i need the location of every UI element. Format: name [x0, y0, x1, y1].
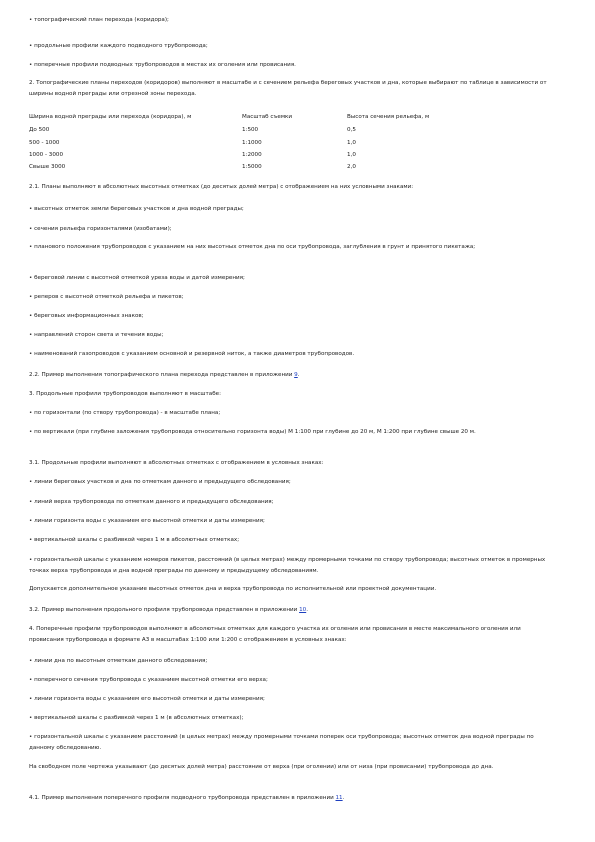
paragraph-text: 2.2. Пример выполнения топографического плана перехода представлен в приложении — [29, 372, 295, 378]
paragraph: • по горизонтали (по створу трубопровода) - в масштабе плана; — [29, 410, 221, 416]
paragraph: • топографический план перехода (коридора); — [29, 17, 169, 23]
paragraph: • линии дна по высотным отметкам данного обследования; — [29, 658, 208, 664]
table-cell: 1000 - 3000 — [29, 152, 64, 158]
table-cell: 500 - 1000 — [29, 140, 60, 146]
paragraph: 4. Поперечные профили трубопроводов выполняют в абсолютных отметках для каждого участка их оголения или провисания в месте максимального оголения или провисания трубопровода в формате А3 в масштабах 1:100 или 1:200 с отображением в условных знаках: — [29, 626, 521, 643]
table-cell: 0,5 — [347, 127, 356, 133]
paragraph: • наименований газопроводов с указанием основной и резервной ниток, а также диаметров трубопроводов. — [29, 351, 355, 357]
table-row — [29, 138, 529, 148]
paragraph: 2. Топографические планы переходов (коридоров) выполняют в масштабе и с сечением рельефа береговых участков и дна, которые выбирают по таблице в зависимости от ширины водной преграды или отрезной зоны перехода. — [29, 80, 547, 97]
paragraph: • горизонтальной шкалы с указанием расстояний (в целых метрах) между промерными точками поперек оси трубопровода; высотных отметок дна водной преграды по данному обследованию. — [29, 734, 534, 751]
table-cell: 1:1000 — [242, 140, 262, 146]
table-cell: 1:2000 — [242, 152, 262, 158]
paragraph: На свободном поле чертежа указывают (до десятых долей метра) расстояние от верха (при оголении) или от низа (при провисании) трубопровода до дна. — [29, 764, 494, 770]
paragraph: Допускается дополнительное указание высотных отметок дна и верха трубопровода по исполнительной или проектной документации. — [29, 586, 437, 592]
table-cell: 1:500 — [242, 127, 259, 133]
paragraph: • береговой линии с высотной отметкой уреза воды и датой измерения; — [29, 275, 245, 281]
paragraph: 4.1. Пример выполнения поперечного профиля подводного трубопровода представлен в приложении 11. — [29, 795, 345, 801]
paragraph: 2.2. Пример выполнения топографического плана перехода представлен в приложении 9. — [29, 372, 300, 378]
paragraph: • горизонтальной шкалы с указанием номеров пикетов, расстояний (в целых метрах) между промерными точками по створу трубопровода; высотных отметок в промерных точках верха трубопровода и дна водной преграды по данному и предыдущему обследованиям. — [29, 557, 546, 574]
paragraph: 3.1. Продольные профили выполняют в абсолютных отметках с отображением в условных знаках: — [29, 460, 324, 466]
appendix-10-link[interactable]: 10 — [299, 607, 307, 613]
table-cell: Свыше 3000 — [29, 164, 66, 170]
paragraph: • линии горизонта воды с указанием его высотной отметки и даты измерения; — [29, 696, 265, 702]
paragraph: • планового положения трубопроводов с указанием на них высотных отметок дна по оси трубопровода, заглубления в грунт и принятого пикетажа; — [29, 244, 476, 250]
table-cell: 2,0 — [347, 164, 356, 170]
table-header-row — [29, 112, 529, 122]
paragraph-text: 3.2. Пример выполнения продольного профиля трубопровода представлен в приложении — [29, 607, 300, 613]
paragraph: 2.1. Планы выполняют в абсолютных высотных отметках (до десятых долей метра) с отображением на них условными знаками: — [29, 184, 414, 190]
paragraph: • поперечного сечения трубопровода с указанием высотной отметки его верха; — [29, 677, 268, 683]
paragraph: • сечения рельефа горизонталями (изобатами); — [29, 226, 172, 232]
paragraph: • линий верха трубопровода по отметкам данного и предыдущего обследования; — [29, 499, 274, 505]
paragraph: • вертикальной шкалы с разбивкой через 1 м (в абсолютных отметках); — [29, 715, 244, 721]
table-cell: 1,0 — [347, 152, 356, 158]
table-row — [29, 150, 529, 160]
paragraph: 3.2. Пример выполнения продольного профиля трубопровода представлен в приложении 10. — [29, 607, 308, 613]
appendix-9-link[interactable]: 9 — [294, 372, 298, 378]
paragraph: • линии горизонта воды с указанием его высотной отметки и даты измерения; — [29, 518, 265, 524]
paragraph: • направлений сторон света и течения воды; — [29, 332, 164, 338]
table-header-cell: Высота сечения рельефа, м — [347, 114, 430, 120]
paragraph: • вертикальной шкалы с разбивкой через 1 м в абсолютных отметках; — [29, 537, 240, 543]
paragraph: • по вертикали (при глубине заложения трубопровода относительно горизонта воды) М 1:100 при глубине до 20 м, М 1:200 при глубине свыше 20 м. — [29, 429, 476, 435]
table-row — [29, 162, 529, 172]
paragraph: 3. Продольные профили трубопроводов выполняют в масштабе: — [29, 391, 222, 397]
paragraph: • высотных отметок земли береговых участков и дна водной преграды; — [29, 206, 244, 212]
table-cell: 1,0 — [347, 140, 356, 146]
paragraph: • линии береговых участков и дна по отметкам данного и предыдущего обследования; — [29, 479, 291, 485]
appendix-11-link[interactable]: 11 — [335, 795, 343, 801]
table-row — [29, 125, 529, 135]
paragraph: • продольные профили каждого подводного трубопровода; — [29, 43, 208, 49]
paragraph: • береговых информационных знаков; — [29, 313, 144, 319]
paragraph: • реперов с высотной отметкой рельефа и пикетов; — [29, 294, 184, 300]
paragraph: • поперечные профили подводных трубопроводов в местах их оголения или провисания. — [29, 62, 296, 68]
table-cell: До 500 — [29, 127, 50, 133]
table-cell: 1:5000 — [242, 164, 262, 170]
table-header-cell: Масштаб съемки — [242, 114, 293, 120]
paragraph-text: 4.1. Пример выполнения поперечного профиля подводного трубопровода представлен в приложении — [29, 795, 336, 801]
table-header-cell: Ширина водной преграды или перехода (коридора), м — [29, 114, 192, 120]
